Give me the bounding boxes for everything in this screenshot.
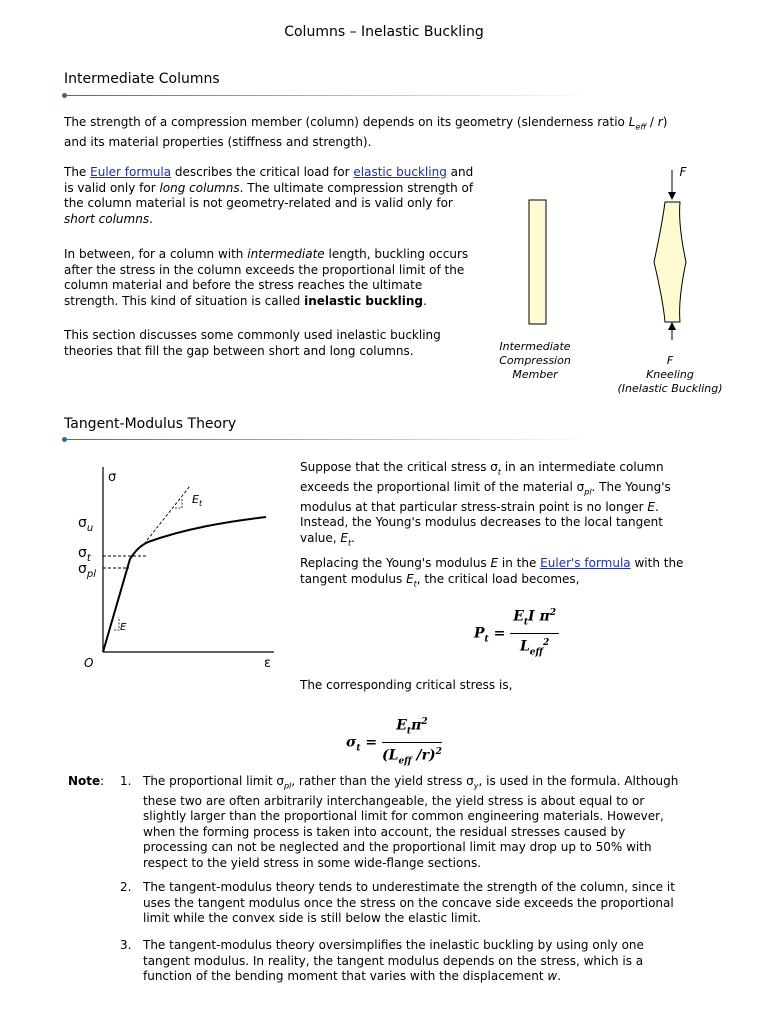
stress-strain-graph — [74, 462, 286, 672]
sigma-axis-label: σ — [108, 470, 117, 485]
Et-label: $E_t$ — [192, 493, 203, 509]
section-heading-intermediate-columns: Intermediate Columns — [64, 71, 220, 87]
critical-stress-equation: $\sigma_t$ = $\frac{E_t\pi^2}{(L_{eff} /r)^2}$ — [346, 717, 442, 767]
section-divider — [64, 95, 594, 96]
eulers-formula-link[interactable]: Euler's formula — [540, 556, 631, 570]
buckled-column-shape — [654, 202, 686, 322]
elastic-buckling-link[interactable]: elastic buckling — [353, 165, 447, 179]
critical-stress-paragraph: Suppose that the critical stress $\sigma_t$ in an intermediate column exceeds the proportional limit of the material $\sigma_{pl}$. The Young's modulus at that particular stress-strain point is no longer E. Instead, the Young's modulus decreases to the local tangent value, $E_t$. — [300, 460, 671, 548]
euler-formula-link[interactable]: Euler formula — [90, 165, 172, 179]
load-label-top: F — [679, 165, 687, 179]
intro-paragraph: The strength of a compression member (column) depends on its geometry (slenderness ratio $L_{eff} / r$) and its material properties (stiffness and strength). — [64, 115, 668, 149]
epsilon-axis-label: ε — [264, 656, 272, 671]
elastic-slope-marker — [114, 617, 119, 630]
load-label-bottom: F — [666, 354, 674, 367]
note-label: Note: — [68, 774, 105, 788]
intermediate-column-shape — [529, 200, 546, 324]
replacement-paragraph: Replacing the Young's modulus E in the Euler's formula with the tangent modulus $E_t$, the critical load becomes, — [300, 556, 684, 588]
critical-load-equation: $P_t$ = $\frac{E_tI \pi^2}{L_{eff}^2}$ — [474, 606, 559, 661]
section-heading-tangent-modulus: Tangent-Modulus Theory — [64, 416, 237, 432]
intermediate-paragraph: In between, for a column with intermediate length, buckling occurs after the stress in the column exceeds the proportional limit of the column material and before the stress reaches the ultimate strength. This kind of situation is called inelastic buckling. — [64, 247, 469, 308]
E-label: E — [120, 622, 127, 633]
figure-caption-intermediate: Intermediate Compression Member — [499, 340, 571, 381]
sigma-pl-label: $\sigma_{pl}$ — [78, 561, 97, 580]
section-summary-paragraph: This section discusses some commonly used inelastic buckling theories that fill the gap between short and long columns. — [64, 328, 441, 358]
section-divider — [64, 439, 594, 440]
column-figure — [520, 160, 740, 340]
stress-strain-curve — [103, 517, 266, 652]
origin-label: O — [84, 656, 94, 670]
sigma-u-label: $\sigma_u$ — [78, 515, 94, 534]
sigma-t-label: $\sigma_t$ — [78, 545, 91, 564]
page-title: Columns – Inelastic Buckling — [284, 24, 484, 40]
figure-caption-kneeling: F Kneeling (Inelastic Buckling) — [617, 354, 723, 395]
euler-paragraph: The Euler formula describes the critical load for elastic buckling and is valid only for long columns. The ultimate compression strength of the column material is not geometry-related and is valid only for short columns. — [64, 165, 474, 226]
corresponding-stress-text: The corresponding critical stress is, — [300, 678, 513, 692]
